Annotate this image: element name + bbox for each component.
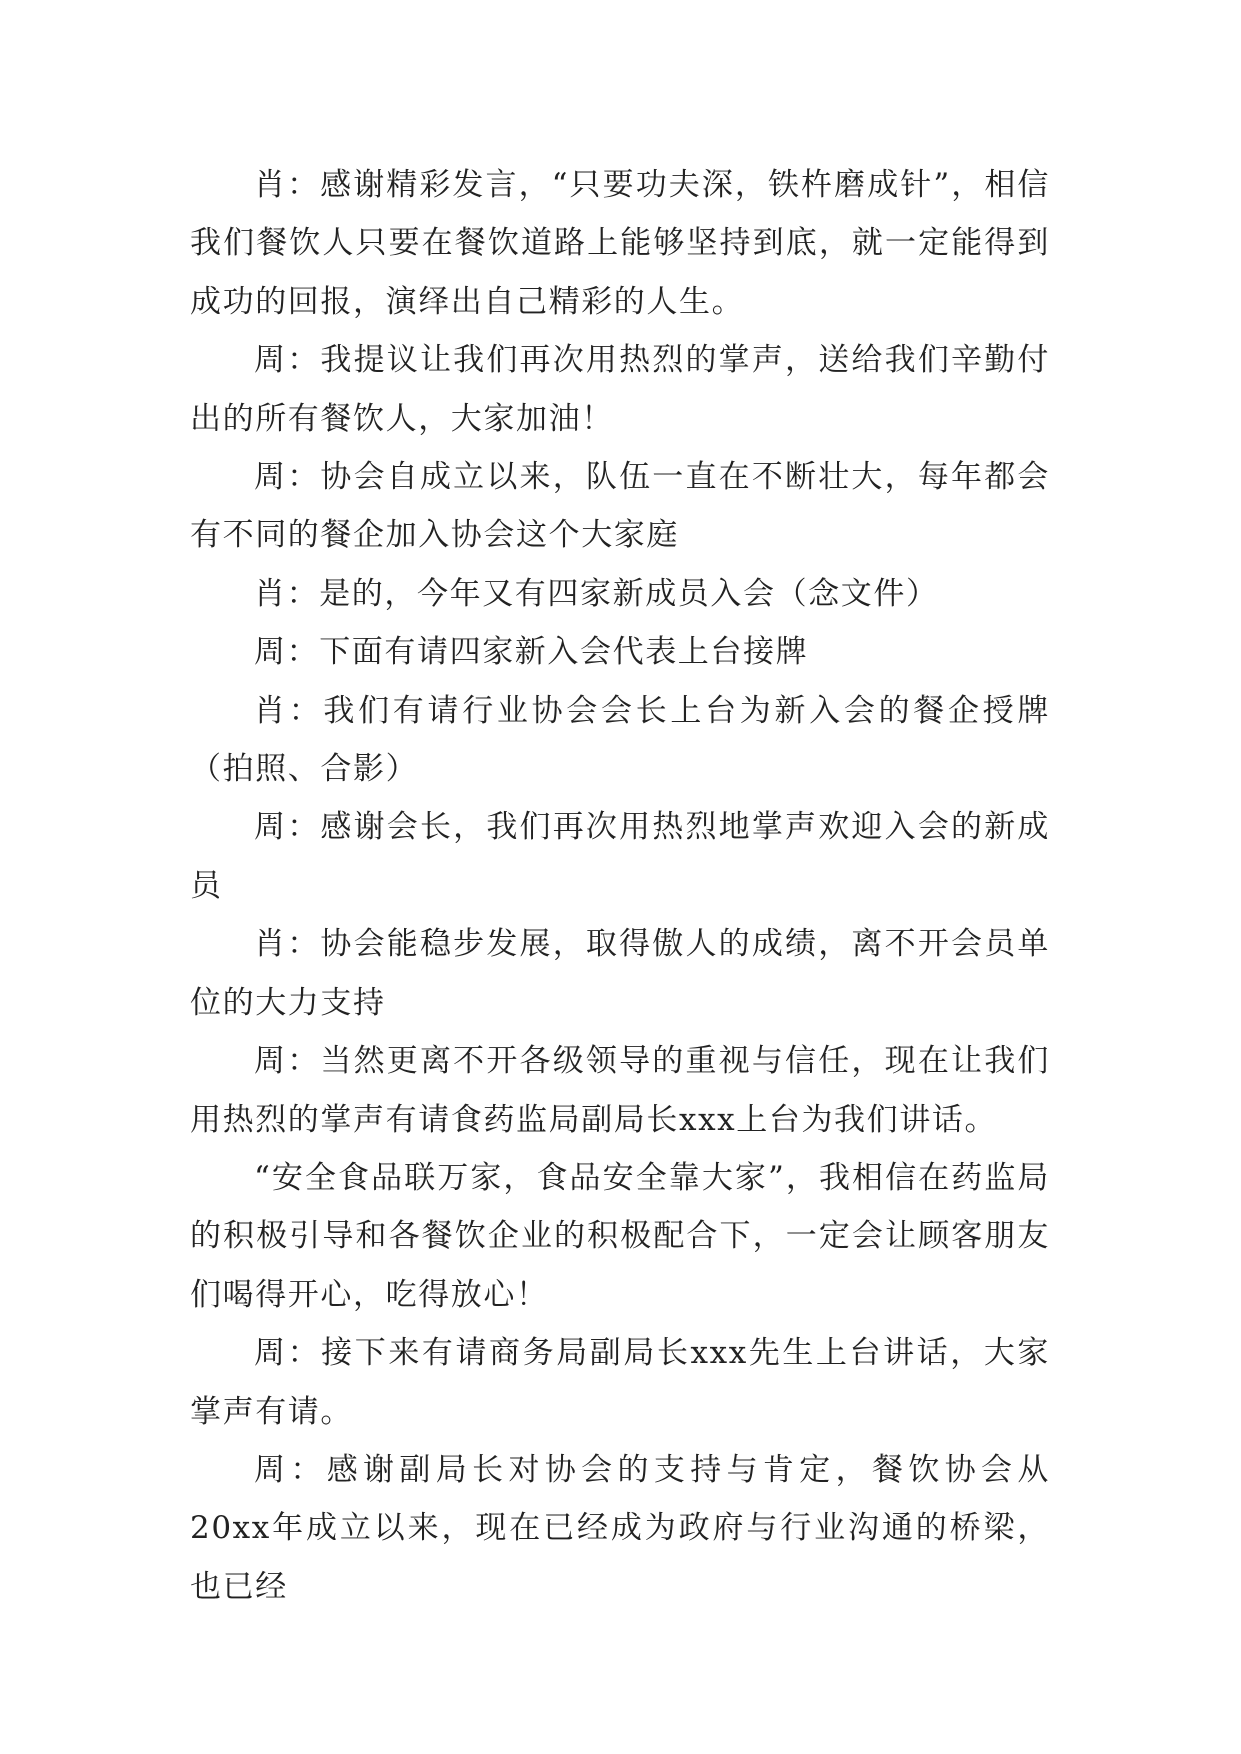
- paragraph: “安全食品联万家，食品安全靠大家”，我相信在药监局的积极引导和各餐饮企业的积极配合下，一定会让顾客朋友们喝得开心，吃得放心！: [190, 1159, 1050, 1313]
- paragraph: 周：下面有请四家新入会代表上台接牌: [254, 634, 809, 671]
- paragraph: 周：当然更离不开各级领导的重视与信任，现在让我们用热烈的掌声有请食药监局副局长xxx上台为我们讲话。: [190, 1043, 1050, 1138]
- paragraph: 周：感谢副局长对协会的支持与肯定，餐饮协会从20xx年成立以来，现在已经成为政府与行业沟通的桥梁，也已经: [190, 1451, 1050, 1605]
- paragraph: 肖：协会能稳步发展，取得傲人的成绩，离不开会员单位的大力支持: [190, 926, 1050, 1021]
- paragraph: 周：协会自成立以来，队伍一直在不断壮大，每年都会有不同的餐企加入协会这个大家庭: [190, 459, 1050, 554]
- paragraph: 周：感谢会长，我们再次用热烈地掌声欢迎入会的新成员: [190, 809, 1050, 904]
- paragraph: 肖：我们有请行业协会会长上台为新入会的餐企授牌（拍照、合影）: [190, 692, 1050, 788]
- document-body: [190, 156, 1050, 1616]
- paragraph: 周：我提议让我们再次用热烈的掌声，送给我们辛勤付出的所有餐饮人，大家加油！: [190, 342, 1050, 437]
- paragraph: 周：接下来有请商务局副局长xxx先生上台讲话，大家掌声有请。: [190, 1335, 1050, 1430]
- paragraph: 肖：是的，今年又有四家新成员入会（念文件）: [254, 575, 939, 612]
- paragraph: 肖：感谢精彩发言，“只要功夫深，铁杵磨成针”，相信我们餐饮人只要在餐饮道路上能够坚持到底，就一定能得到成功的回报，演绎出自己精彩的人生。: [190, 167, 1050, 320]
